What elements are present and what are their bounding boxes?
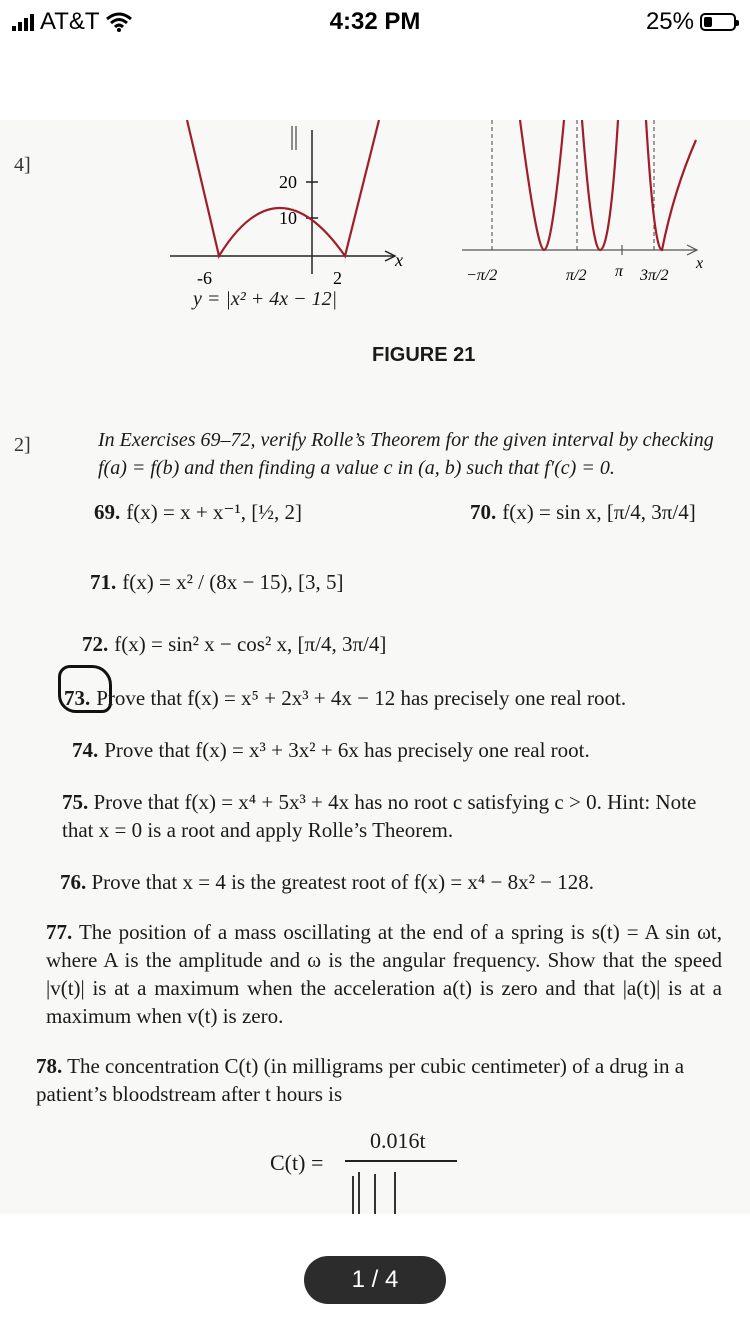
exercise-number: 72.: [82, 632, 109, 656]
exercise-number: 75.: [62, 790, 89, 814]
tick-label: 20: [279, 172, 297, 192]
tick-label: 3π/2: [640, 267, 669, 284]
axis-label: x: [395, 250, 403, 270]
exercise-item: [62, 788, 732, 844]
exercise-text: The position of a mass oscillating at the end of a spring is s(t) = A sin ωt, where A is the amplitude and ω is the angular frequency. Show that the speed |v(t)| is at a maximum when the acceleration a(t) is zero and that |a(t)| is at a maximum when v(t) is zero.: [46, 920, 722, 1028]
exercise-item: [36, 1052, 720, 1108]
tick-label: 2: [333, 268, 342, 288]
graph-caption: y = |x² + 4x − 12|: [193, 288, 338, 310]
exercise-text: f(x) = x² / (8x − 15), [3, 5]: [122, 570, 344, 594]
page-indicator[interactable]: 1 / 4: [304, 1256, 446, 1304]
exercise-number: 77.: [46, 920, 73, 944]
exercise-text: f(x) = sin x, [π/4, 3π/4]: [502, 500, 696, 524]
document-page[interactable]: [0, 120, 750, 1214]
carrier-label: AT&T: [40, 8, 100, 35]
tick-label: −π/2: [466, 267, 498, 284]
graph-left: [155, 120, 415, 295]
tick-label: -6: [197, 268, 212, 288]
exercise-item: [82, 632, 386, 657]
exercise-item: [90, 570, 344, 595]
exercise-text: The concentration C(t) (in milligrams per cubic centimeter) of a drug in a patient’s bloodstream after t hours is: [36, 1054, 685, 1106]
exercise-text: Prove that f(x) = x⁵ + 2x³ + 4x − 12 has precisely one real root.: [96, 686, 627, 710]
tick-label: π: [615, 263, 624, 280]
exercise-number: 74.: [72, 738, 99, 762]
battery-icon: [700, 13, 736, 31]
exercise-item: [72, 738, 590, 763]
graph-right: [452, 120, 722, 295]
exercise-item: [470, 500, 696, 525]
status-time: 4:32 PM: [329, 8, 421, 35]
exercise-number: 78.: [36, 1054, 63, 1078]
formula-lhs: C(t) =: [270, 1150, 324, 1175]
battery-group: [646, 8, 736, 36]
margin-marker: 2]: [14, 434, 31, 456]
exercise-number: 73.: [64, 686, 91, 710]
exercise-text: Prove that f(x) = x⁴ + 5x³ + 4x has no root c satisfying c > 0. Hint: Note that x = 0 is a root and apply Rolle’s Theorem.: [62, 790, 697, 842]
fraction-bar: [345, 1160, 457, 1162]
exercise-text: f(x) = x + x⁻¹, [½, 2]: [126, 500, 303, 524]
tick-label: 10: [279, 208, 297, 228]
tick-label: π/2: [566, 267, 587, 284]
exercise-intro: In Exercises 69–72, verify Rolle’s Theorem for the given interval by checking f(a) = f(b) and then finding a value c in (a, b) such that f′(c) = 0.: [98, 429, 714, 479]
figure-title: FIGURE 21: [372, 344, 476, 366]
cut-off-glyphs: [345, 1166, 415, 1214]
exercise-item: [46, 918, 722, 1030]
status-bar: [0, 0, 750, 42]
exercise-text: Prove that f(x) = x³ + 3x² + 6x has precisely one real root.: [104, 738, 590, 762]
exercise-text: f(x) = sin² x − cos² x, [π/4, 3π/4]: [114, 632, 387, 656]
exercise-number: 71.: [90, 570, 117, 594]
exercise-number: 76.: [60, 870, 87, 894]
exercise-item: [94, 500, 302, 525]
axis-label: x: [696, 255, 704, 272]
formula-numerator: 0.016t: [370, 1128, 426, 1153]
battery-percent: 25%: [645, 8, 694, 35]
exercise-item: [64, 686, 626, 711]
exercise-number: 69.: [94, 500, 121, 524]
exercise-item: [60, 868, 730, 896]
margin-marker: 4]: [14, 154, 31, 176]
exercise-number: 70.: [470, 500, 497, 524]
exercise-text: Prove that x = 4 is the greatest root of f(x) = x⁴ − 8x² − 128.: [91, 870, 594, 894]
